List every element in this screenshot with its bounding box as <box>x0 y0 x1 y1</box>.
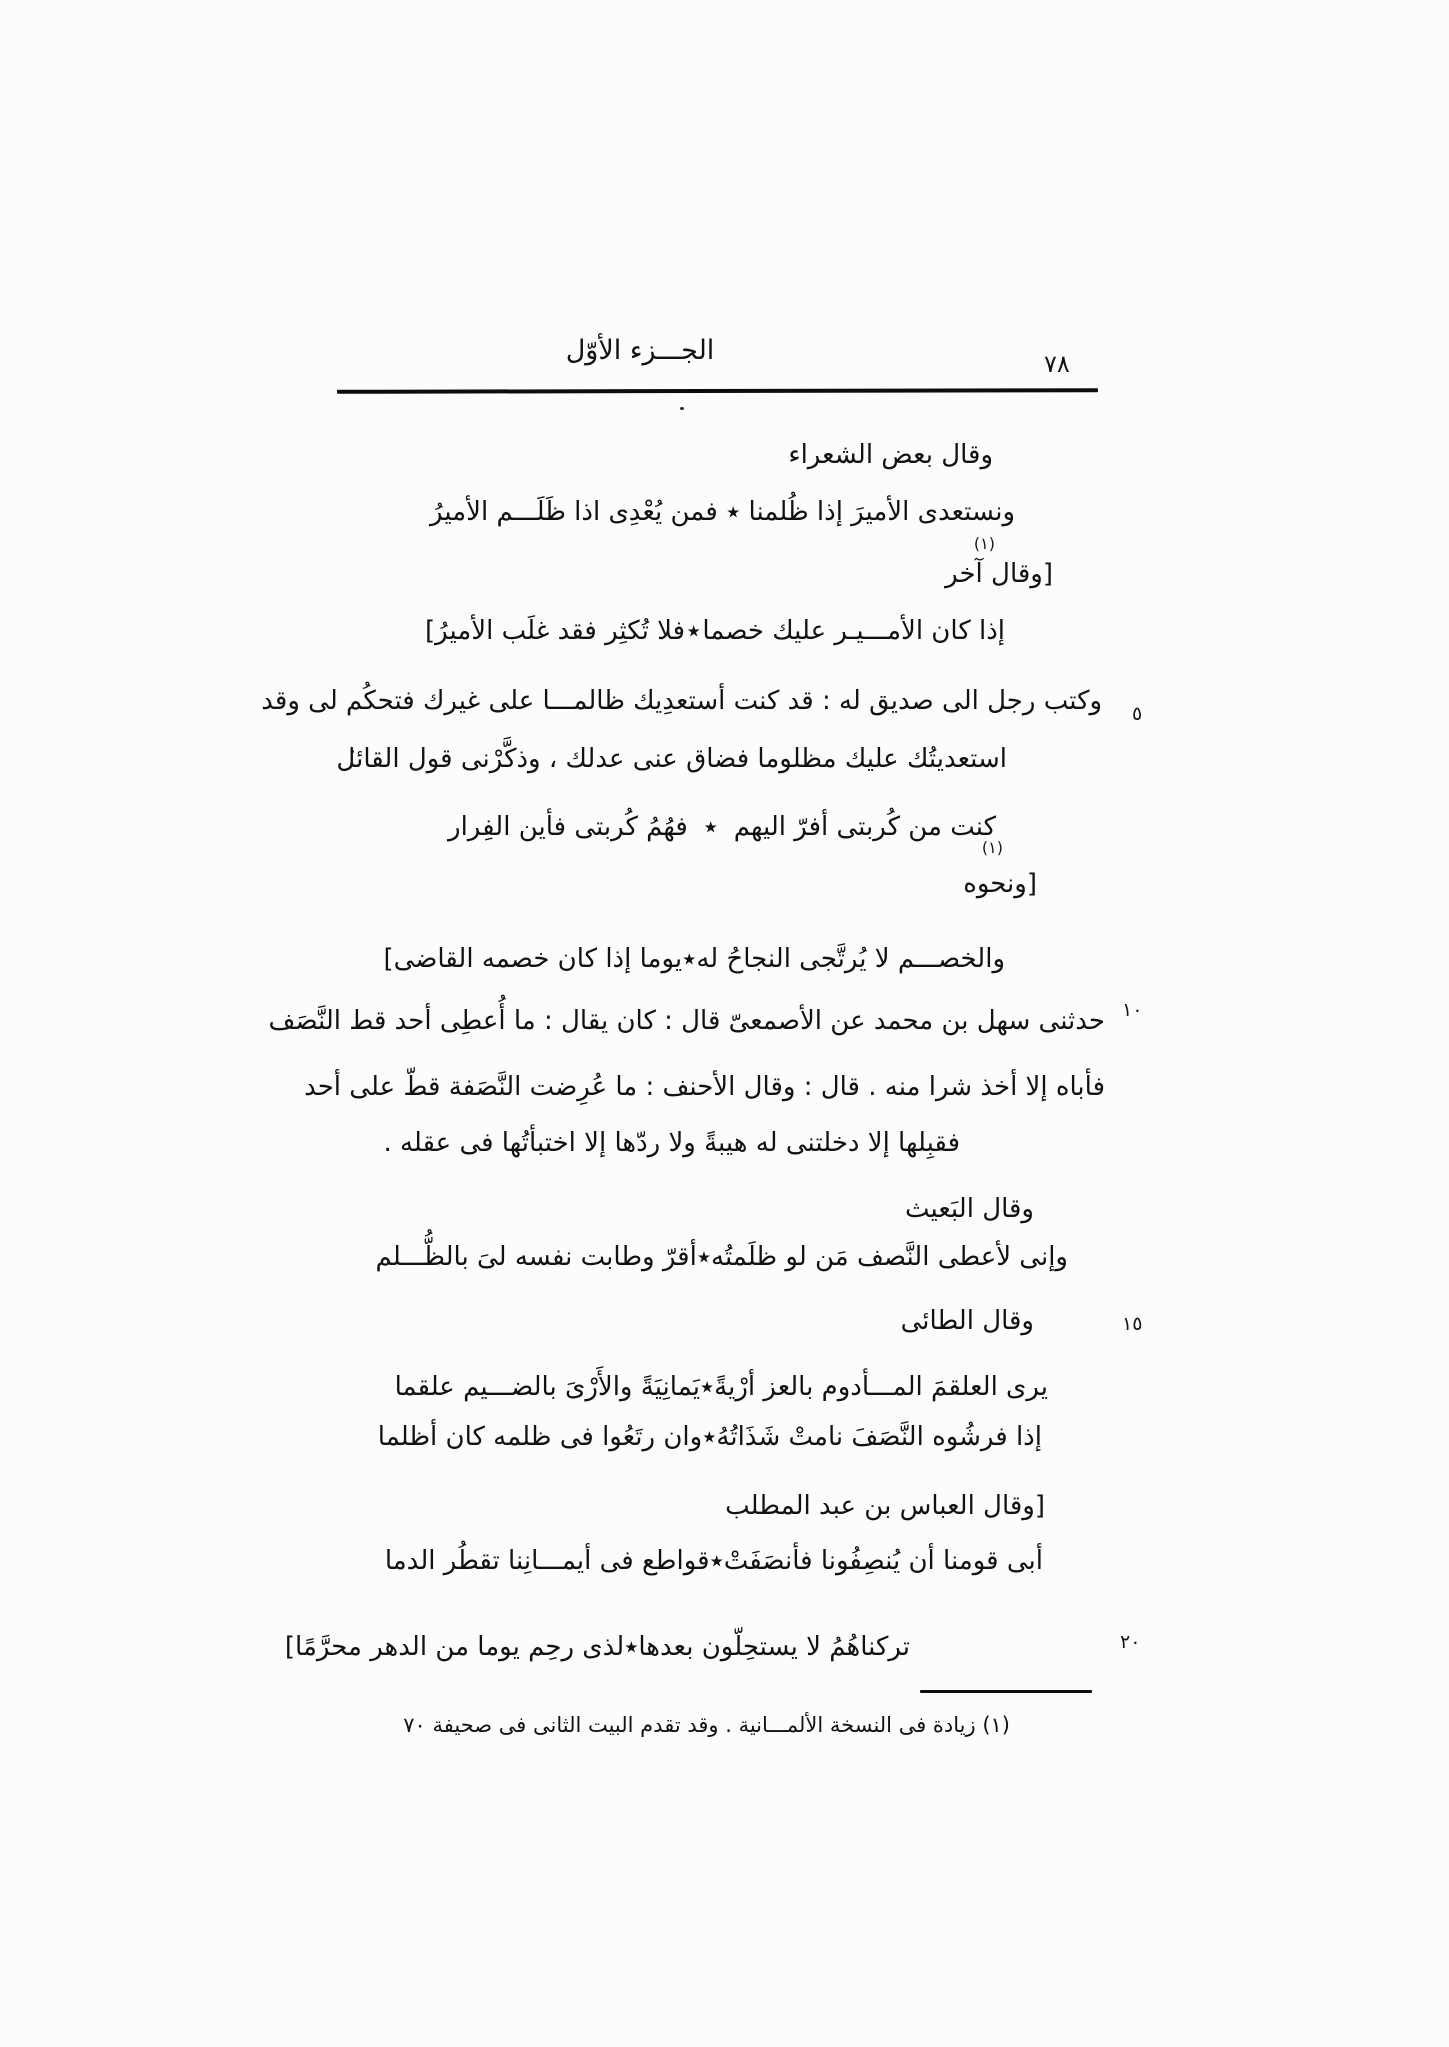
ink-speck <box>680 407 684 410</box>
section-heading: وقال بعض الشعراء <box>788 440 993 470</box>
footnote-marker: (١) <box>981 838 1003 857</box>
verse-line <box>430 494 1015 530</box>
hemistich-1: والخصـــم لا يُرتَّجى النجاحُ له <box>696 944 1005 974</box>
header-rule <box>337 388 1098 394</box>
margin-line-number-10: ١٠ <box>1122 999 1143 1021</box>
hemistich-1: إذا كان الأمـــيـر عليك خصما <box>702 616 1005 646</box>
hemistich-2: فلا تُكثِر فقد غلَب الأميرُ] <box>425 616 686 646</box>
verse-line <box>394 1369 1048 1405</box>
prose-line: حدثنى سهل بن محمد عن الأصمعىّ قال : كان يقال : ما أُعطِى أحد قط النَّصَف <box>268 1006 1105 1036</box>
hemistich-separator: ٭ <box>726 497 741 527</box>
hemistich-2: يوما إذا كان خصمه القاضى] <box>383 944 683 974</box>
hemistich-2: فمن يُعْدِى اذا ظَلَـــم الأميرُ <box>430 497 718 527</box>
hemistich-separator: ٭ <box>696 1242 711 1272</box>
hemistich-separator: ٭ <box>624 1632 639 1662</box>
hemistich-2: وان رتَعُوا فى ظلمه كان أظلما <box>377 1422 703 1452</box>
margin-line-number-5: ٥ <box>1132 703 1143 725</box>
running-head-title: الجـــزء الأوّل <box>565 335 715 366</box>
prose-line: استعديتُك عليك مظلوما فضاق عنى عدلك ، وذكَّرْنى قول القائل <box>336 744 1007 774</box>
hemistich-2: أقرّ وطابت نفسه لىَ بالظُّـــلم <box>375 1242 697 1272</box>
hemistich-1: يرى العلقمَ المـــأدوم بالعز أرْيةً <box>714 1372 1048 1402</box>
hemistich-2: فهُمُ كُربتى فأين الفِرار <box>448 812 688 842</box>
hemistich-separator: ٭ <box>682 944 697 974</box>
hemistich-1: أبى قومنا أن يُنصِفُونا فأنصَفَتْ <box>723 1546 1043 1576</box>
hemistich-separator: ٭ <box>699 1372 715 1402</box>
hemistich-2: يَمانِيَةً والأَرْىَ بالضـــيم علقما <box>394 1372 700 1402</box>
verse-line <box>375 1239 1068 1275</box>
verse-line <box>284 1629 910 1665</box>
verse-line <box>425 613 1005 649</box>
footnote-marker: (١) <box>973 534 995 553</box>
section-heading: [وقال العباس بن عبد المطلب <box>725 1491 1045 1521</box>
hemistich-1: وإنى لأعطى النَّصف مَن لو ظلَمتُه <box>711 1242 1068 1272</box>
hemistich-separator: ٭ <box>703 812 718 842</box>
hemistich-separator: ٭ <box>686 616 701 646</box>
hemistich-1: تركناهُمُ لا يستحِلّون بعدها <box>638 1632 910 1662</box>
prose-line: فأباه إلا أخذ شرا منه . قال : وقال الأحنف : ما عُرِضت النَّصَفة قطّ على أحد <box>304 1072 1105 1102</box>
verse-line <box>384 1543 1043 1579</box>
margin-line-number-20: ٢٠ <box>1120 1631 1141 1653</box>
section-heading: [ونحوه <box>963 869 1037 899</box>
hemistich-1: ونستعدى الأميرَ إذا ظُلمنا <box>748 497 1015 527</box>
footnote-text: (١) زيادة فى النسخة الألمـــانية . وقد تقدم البيت الثانى فى صحيفة ٧٠ <box>403 1713 1010 1737</box>
margin-line-number-15: ١٥ <box>1122 1313 1143 1335</box>
verse-line <box>383 941 1005 977</box>
footnote-separator-rule <box>920 1690 1092 1693</box>
hemistich-2: لذى رحِم يوما من الدهر محرَّمًا] <box>284 1632 625 1662</box>
hemistich-separator: ٭ <box>702 1422 717 1452</box>
prose-line: وكتب رجل الى صديق له : قد كنت أستعدِيك ظالمـــا على غيرك فتحكُم لى وقد <box>261 686 1102 716</box>
hemistich-separator: ٭ <box>709 1546 724 1576</box>
hemistich-1: إذا فرشُوه النَّصَفَ نامتْ شَذَاتُهُ <box>716 1422 1042 1452</box>
hemistich-1: كنت من كُربتى أفرّ اليهم <box>733 812 996 842</box>
section-heading: وقال البَعيث <box>905 1194 1034 1224</box>
prose-line: فقبِلها إلا دخلتنى له هيبةً ولا ردّها إلا اختبأتُها فى عقله . <box>383 1128 960 1158</box>
section-heading: [وقال آخر <box>945 559 1053 589</box>
verse-line <box>448 809 996 845</box>
section-heading: وقال الطائى <box>900 1306 1034 1336</box>
verse-line <box>377 1419 1042 1455</box>
page-number: ٧٨ <box>1044 350 1070 378</box>
hemistich-2: قواطع فى أيمـــانِنا تقطُر الدما <box>384 1546 710 1576</box>
